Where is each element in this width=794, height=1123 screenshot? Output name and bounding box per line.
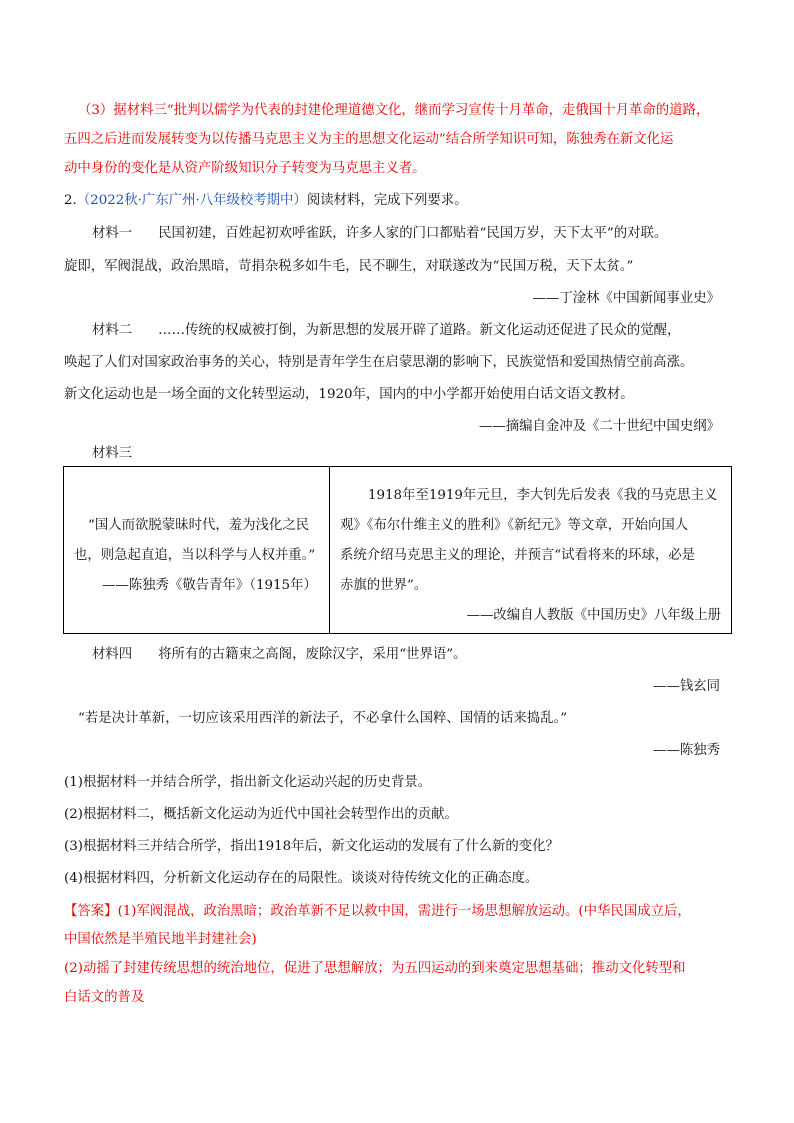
answer-tag: 【答案】 — [64, 904, 118, 919]
material3-right-source: ——改编自人教版《中国历史》八年级上册 — [466, 608, 721, 623]
table-divider — [329, 467, 330, 633]
material2-label: 材料二 — [92, 323, 133, 338]
material1-text-1: 民国初建，百姓起初欢呼雀跃，许多人家的门口都贴着“民国万岁，天下太平”的对联。 — [158, 226, 668, 241]
question-item-3: (3)根据材料三并结合所学，指出1918年后，新文化运动的发展有了什么新的变化？ — [64, 839, 559, 854]
material3-left-line-1: “国人而欲脱蒙昧时代，羞为浅化之民 — [88, 518, 310, 533]
material3-label: 材料三 — [92, 446, 133, 461]
material3-right-line-2: 观》《布尔什维主义的胜利》《新纪元》等文章，开始向国人 — [340, 518, 689, 533]
material3-left-line-2: 也，则急起直追，当以科学与人权并重。” — [74, 548, 316, 563]
material4-source-1: ——钱玄同 — [653, 679, 720, 694]
question-source: （2022秋·广东广州·八年级校考期中） — [76, 193, 307, 208]
material3-table — [63, 466, 732, 634]
answer-line-1 — [64, 903, 691, 921]
material4-label: 材料四 — [92, 647, 133, 662]
material3-right-line-4: 赤旗的世界”。 — [340, 578, 428, 593]
question-number: 2. — [64, 193, 77, 208]
question-instruction: 阅读材料，完成下列要求。 — [306, 193, 468, 208]
material1-label: 材料一 — [92, 226, 133, 241]
material2-source: ——摘编自金冲及《二十世纪中国史纲》 — [478, 419, 720, 434]
answer-line-4: 白话文的普及 — [64, 990, 145, 1005]
answer-text-1: (1)军阀混战，政治黑暗；政治革新不足以救中国，需进行一场思想解放运动。(中华民国成立后， — [117, 904, 691, 919]
material1-line-1 — [92, 225, 667, 243]
material2-text-1: ……传统的权威被打倒，为新思想的发展开辟了道路。新文化运动还促进了民众的觉醒， — [158, 323, 681, 338]
material2-line-3: 新文化运动也是一场全面的文化转型运动，1920年，国内的中小学都开始使用白话文语文教材。 — [64, 387, 634, 402]
material4-source-2: ——陈独秀 — [653, 743, 720, 758]
prev-answer-line-1: （3）据材料三“批判以儒学为代表的封建伦理道德文化，继而学习宣传十月革命，走俄国十月革命的道路， — [78, 103, 710, 118]
question-header — [64, 192, 468, 210]
prev-answer-line-2: 五四之后进而发展转变为以传播马克思主义为主的思想文化运动”结合所学知识可知，陈独秀在新文化运 — [64, 132, 674, 147]
material4-text-2: “若是决计革新，一切应该采用西洋的新法子，不必拿什么国粹、国情的话来捣乱。” — [78, 711, 568, 726]
question-item-2: (2)根据材料二，概括新文化运动为近代中国社会转型作出的贡献。 — [64, 807, 458, 822]
question-item-1: (1)根据材料一并结合所学，指出新文化运动兴起的历史背景。 — [64, 775, 432, 790]
material4-text-1: 将所有的古籍束之高阁，废除汉字，采用“世界语”。 — [158, 647, 467, 662]
material1-source: ——丁淦林《中国新闻事业史》 — [532, 291, 720, 306]
material1-line-2: 旋即，军阀混战，政治黑暗，苛捐杂税多如牛毛，民不聊生，对联遂改为“民国万税，天下太贫。” — [64, 259, 634, 274]
material2-line-1 — [92, 322, 680, 340]
material3-right-line-1: 1918年至1919年元旦，李大钊先后发表《我的马克思主义 — [368, 488, 718, 503]
material3-right-line-3: 系统介绍马克思主义的理论，并预言“试看将来的环球，必是 — [340, 548, 695, 563]
answer-line-2: 中国依然是半殖民地半封建社会) — [64, 932, 257, 947]
material4-line-1 — [92, 646, 466, 664]
answer-line-3: (2)动摇了封建传统思想的统治地位，促进了思想解放；为五四运动的到来奠定思想基础；推动文化转型和 — [64, 961, 686, 976]
material2-line-2: 唤起了人们对国家政治事务的关心，特别是青年学生在启蒙思潮的影响下，民族觉悟和爱国热情空前高涨。 — [64, 355, 694, 370]
prev-answer-line-3: 动中身份的变化是从资产阶级知识分子转变为马克思主义者。 — [64, 161, 426, 176]
question-item-4: (4)根据材料四，分析新文化运动存在的局限性。谈谈对待传统文化的正确态度。 — [64, 871, 539, 886]
material3-left-line-3: ——陈独秀《敬告青年》（1915年） — [102, 578, 317, 593]
